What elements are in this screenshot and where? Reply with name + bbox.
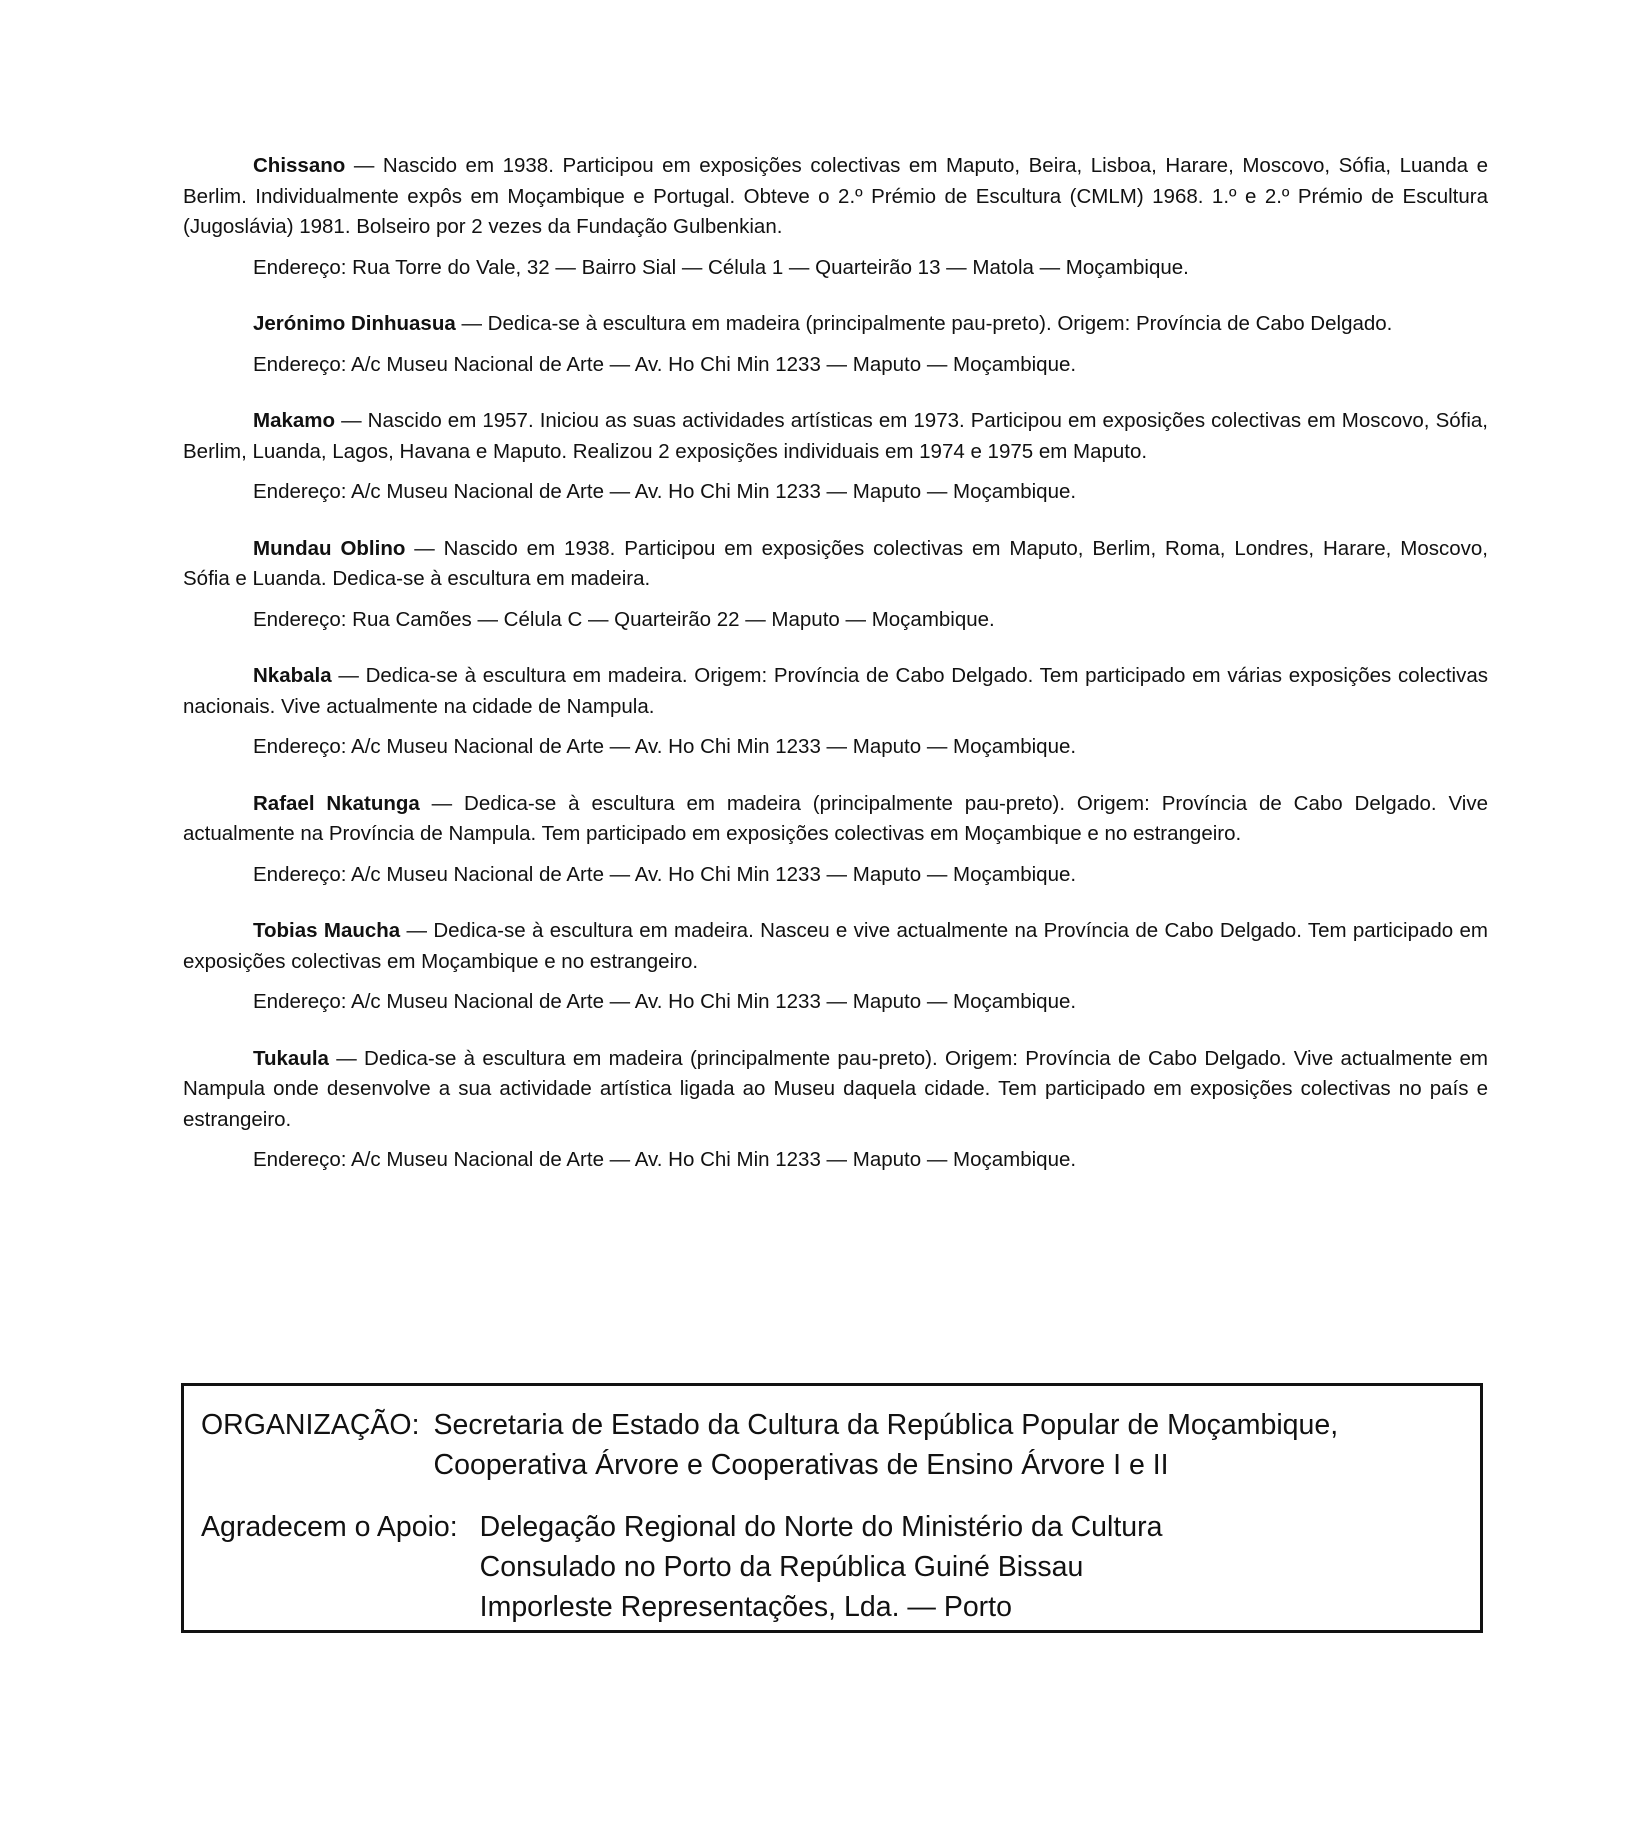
artist-entry <box>183 151 1488 283</box>
artist-bio <box>183 309 1488 340</box>
artist-entry <box>183 406 1488 508</box>
artist-bio <box>183 916 1488 977</box>
credits-box <box>181 1383 1483 1633</box>
thanks-label: Agradecem o Apoio: <box>201 1511 458 1543</box>
artist-name: Rafael Nkatunga <box>253 791 420 815</box>
artist-bio <box>183 534 1488 595</box>
thanks-line: Imporleste Representações, Lda. — Porto <box>479 1591 1012 1623</box>
artist-address: Endereço: A/c Museu Nacional de Arte — Av. Ho Chi Min 1233 — Maputo — Moçambique. <box>253 990 1077 1013</box>
artist-address: Endereço: A/c Museu Nacional de Arte — Av. Ho Chi Min 1233 — Maputo — Moçambique. <box>253 862 1077 886</box>
organization-row <box>201 1405 1470 1485</box>
artist-entry <box>183 1044 1488 1176</box>
artist-address: Endereço: A/c Museu Nacional de Arte — Av. Ho Chi Min 1233 — Maputo — Moçambique. <box>253 1148 1077 1171</box>
artist-description: — Nascido em 1957. Iniciou as suas actividades artísticas em 1973. Participou em exposições colectivas em Moscovo, Sófia, Berlim, Luanda, Lagos, Havana e Maputo. Realizou 2 exposições individuais em 1974 e 1975 em Maputo. <box>183 409 1488 463</box>
artist-description: — Dedica-se à escultura em madeira. Nasceu e vive actualmente na Província de Cabo Delgado. Tem participado em exposições colectivas em Moçambique e no estrangeiro. <box>183 919 1488 973</box>
thanks-row <box>201 1507 1470 1627</box>
artist-description: — Nascido em 1938. Participou em exposições colectivas em Maputo, Beira, Lisboa, Harare, Moscovo, Sófia, Luanda e Berlim. Individualmente expôs em Moçambique e Portugal. Obteve o 2.º Prémio de Escultura (CMLM) 1968. 1.º e 2.º Prémio de Escultura (Jugoslávia) 1981. Bolseiro por 2 vezes da Fundação Gulbenkian. <box>183 154 1488 238</box>
artist-entry <box>183 309 1488 380</box>
artist-name: Nkabala <box>253 664 332 687</box>
artist-description: — Dedica-se à escultura em madeira (principalmente pau-preto). Origem: Província de Cabo Delgado. Vive actualmente na Província de Nampula. Tem participado em exposições colectivas em Moçambique e no estrangeiro. <box>183 791 1488 845</box>
artist-name: Jerónimo Dinhuasua <box>253 312 456 335</box>
artist-name: Tukaula <box>253 1046 329 1070</box>
artist-bio <box>183 789 1488 850</box>
artist-entry <box>183 661 1488 763</box>
organization-line: Secretaria de Estado da Cultura da República Popular de Moçambique, <box>433 1409 1339 1441</box>
organization-lines <box>434 1405 1339 1485</box>
artist-name: Chissano <box>253 154 346 177</box>
artist-bio <box>183 1044 1488 1136</box>
thanks-line: Delegação Regional do Norte do Ministério da Cultura <box>479 1511 1163 1543</box>
thanks-lines <box>480 1507 1163 1627</box>
artist-address: Endereço: Rua Torre do Vale, 32 — Bairro Sial — Célula 1 — Quarteirão 13 — Matola — Moçambique. <box>253 255 1189 279</box>
artist-description: — Dedica-se à escultura em madeira. Origem: Província de Cabo Delgado. Tem participado em várias exposições colectivas nacionais. Vive actualmente na cidade de Nampula. <box>183 664 1488 718</box>
artist-name: Makamo <box>253 409 336 432</box>
artist-bio <box>183 406 1488 467</box>
artist-name: Mundau Oblino <box>253 536 406 560</box>
organization-line: Cooperativa Árvore e Cooperativas de Ensino Árvore I e II <box>433 1449 1169 1481</box>
artist-entry <box>183 534 1488 636</box>
artist-name: Tobias Maucha <box>253 919 401 942</box>
artist-address: Endereço: Rua Camões — Célula C — Quarteirão 22 — Maputo — Moçambique. <box>253 607 995 631</box>
thanks-line: Consulado no Porto da República Guiné Bissau <box>479 1551 1084 1583</box>
artist-description: — Dedica-se à escultura em madeira (principalmente pau-preto). Origem: Província de Cabo Delgado. <box>455 312 1393 335</box>
artist-list <box>183 151 1488 1202</box>
artist-address: Endereço: A/c Museu Nacional de Arte — Av. Ho Chi Min 1233 — Maputo — Moçambique. <box>253 735 1077 758</box>
artist-bio <box>183 661 1488 722</box>
artist-description: — Nascido em 1938. Participou em exposições colectivas em Maputo, Berlim, Roma, Londres, Harare, Moscovo, Sófia e Luanda. Dedica-se à escultura em madeira. <box>183 536 1488 590</box>
artist-entry <box>183 916 1488 1018</box>
artist-bio <box>183 151 1488 243</box>
artist-address: Endereço: A/c Museu Nacional de Arte — Av. Ho Chi Min 1233 — Maputo — Moçambique. <box>253 352 1077 376</box>
artist-entry <box>183 789 1488 891</box>
artist-description: — Dedica-se à escultura em madeira (principalmente pau-preto). Origem: Província de Cabo Delgado. Vive actualmente em Nampula onde desenvolve a sua actividade artística ligada ao Museu daquela cidade. Tem participado em exposições colectivas no país e estrangeiro. <box>183 1046 1488 1131</box>
artist-address: Endereço: A/c Museu Nacional de Arte — Av. Ho Chi Min 1233 — Maputo — Moçambique. <box>253 480 1077 503</box>
organization-label: ORGANIZAÇÃO: <box>201 1409 420 1441</box>
